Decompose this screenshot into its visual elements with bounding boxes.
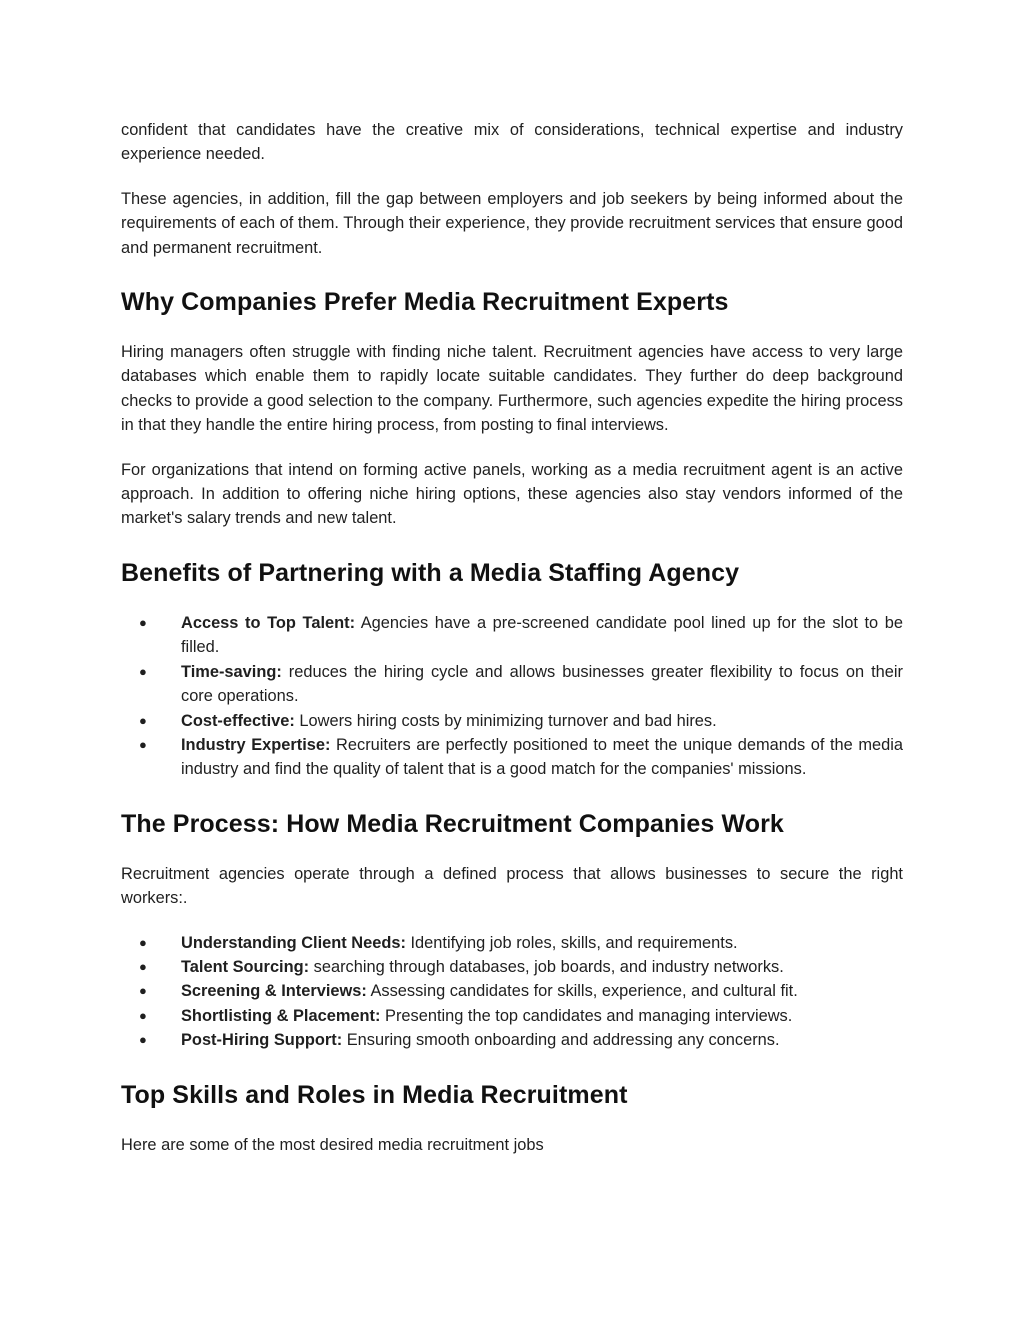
list-item bbox=[121, 1004, 903, 1028]
item-lead: Shortlisting & Placement: bbox=[181, 1006, 381, 1025]
bullet-icon: ● bbox=[139, 1007, 147, 1023]
list-item bbox=[121, 1028, 903, 1052]
item-lead: Access to Top Talent: bbox=[181, 613, 356, 632]
item-text: reduces the hiring cycle and allows businesses greater flexibility to focus on their core operations. bbox=[181, 662, 903, 706]
item-text: Lowers hiring costs by minimizing turnover and bad hires. bbox=[294, 711, 717, 730]
item-lead: Screening & Interviews: bbox=[181, 982, 367, 1001]
process-list bbox=[121, 931, 903, 1053]
item-text: Recruiters are perfectly positioned to meet the unique demands of the media industry and find the quality of talent that is a good match for the companies' missions. bbox=[181, 735, 903, 779]
paragraph-hiring-managers: Hiring managers often struggle with finding niche talent. Recruitment agencies have access to very large databases which enable them to rapidly locate suitable candidates. They further do deep background checks to provide a good selection to the company. Furthermore, such agencies expedite the hiring process in that they handle the entire hiring process, from posting to final interviews. bbox=[121, 343, 903, 435]
item-text: searching through databases, job boards, and industry networks. bbox=[309, 957, 784, 976]
bullet-icon: ● bbox=[139, 736, 147, 752]
heading-process: The Process: How Media Recruitment Companies Work bbox=[121, 809, 784, 838]
item-text: Ensuring smooth onboarding and addressing any concerns. bbox=[342, 1031, 780, 1050]
heading-top-skills: Top Skills and Roles in Media Recruitment bbox=[121, 1080, 628, 1109]
list-item bbox=[121, 611, 903, 660]
list-item bbox=[121, 931, 903, 955]
item-lead: Industry Expertise: bbox=[181, 735, 331, 754]
paragraph-organizations: For organizations that intend on forming active panels, working as a media recruitment agent is an active approach. In addition to offering niche hiring options, these agencies also stay vendors informed of the market's salary trends and new talent. bbox=[121, 460, 903, 528]
paragraph-desired-jobs: Here are some of the most desired media recruitment jobs bbox=[121, 1135, 544, 1154]
item-lead: Time-saving: bbox=[181, 662, 282, 681]
item-text: Agencies have a pre-screened candidate pool lined up for the slot to be filled. bbox=[181, 613, 903, 657]
bullet-icon: ● bbox=[139, 983, 147, 999]
bullet-icon: ● bbox=[139, 958, 147, 974]
paragraph-candidates: confident that candidates have the creative mix of considerations, technical expertise and industry experience needed. bbox=[121, 121, 903, 164]
item-lead: Talent Sourcing: bbox=[181, 957, 310, 976]
bullet-icon: ● bbox=[139, 934, 147, 950]
list-item bbox=[121, 733, 903, 782]
list-item bbox=[121, 955, 903, 979]
paragraph-agencies-gap: These agencies, in addition, fill the gap between employers and job seekers by being informed about the requirements of each of them. Through their experience, they provide recruitment services that ensure good and permanent recruitment. bbox=[121, 189, 903, 257]
bullet-icon: ● bbox=[139, 712, 147, 728]
paragraph-process-intro: Recruitment agencies operate through a defined process that allows businesses to secure the right workers:. bbox=[121, 864, 903, 908]
item-text: Identifying job roles, skills, and requirements. bbox=[405, 933, 738, 952]
heading-benefits: Benefits of Partnering with a Media Staffing Agency bbox=[121, 558, 740, 587]
document-page bbox=[121, 118, 903, 1157]
list-item bbox=[121, 709, 903, 733]
bullet-icon: ● bbox=[139, 1032, 147, 1048]
item-text: Assessing candidates for skills, experience, and cultural fit. bbox=[366, 982, 798, 1001]
heading-why-companies-prefer: Why Companies Prefer Media Recruitment Experts bbox=[121, 288, 729, 317]
item-text: Presenting the top candidates and managing interviews. bbox=[380, 1006, 793, 1025]
list-item bbox=[121, 660, 903, 709]
item-lead: Understanding Client Needs: bbox=[181, 933, 406, 952]
item-lead: Cost-effective: bbox=[181, 711, 295, 730]
item-lead: Post-Hiring Support: bbox=[181, 1031, 343, 1050]
bullet-icon: ● bbox=[139, 614, 147, 630]
bullet-icon: ● bbox=[139, 663, 147, 679]
benefits-list bbox=[121, 611, 903, 782]
list-item bbox=[121, 979, 903, 1003]
